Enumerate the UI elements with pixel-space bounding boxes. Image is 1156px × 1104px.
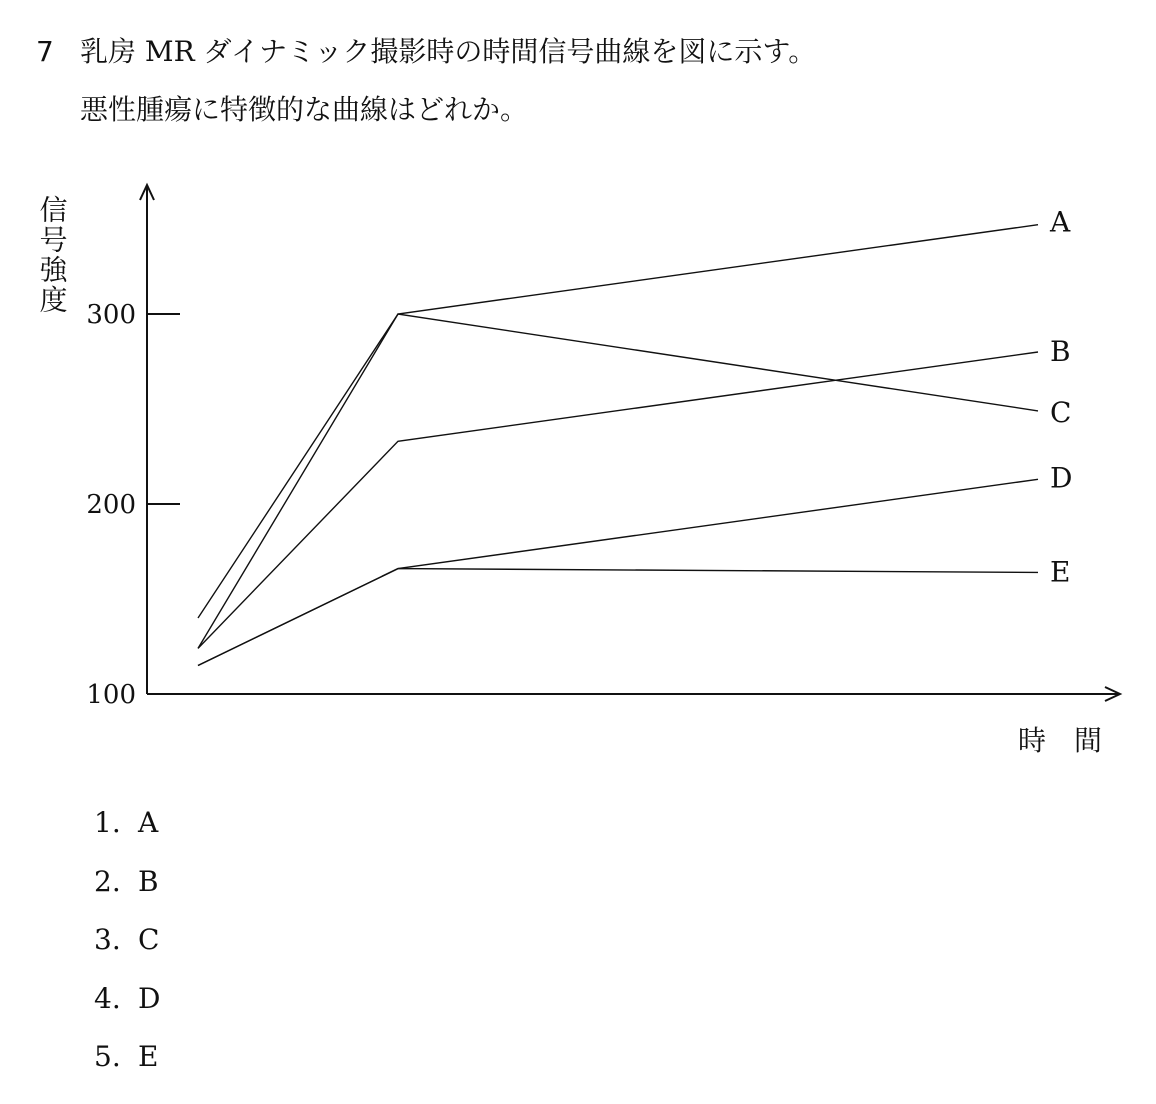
- curve-c: [198, 314, 1038, 648]
- chart-curves: [198, 225, 1038, 666]
- curve-label-b: B: [1050, 335, 1071, 368]
- x-axis-label: 時 間: [1017, 724, 1102, 757]
- choice-4-number: 4.: [94, 981, 121, 1015]
- curve-label-c: C: [1050, 395, 1072, 429]
- chart-labels: [36, 195, 1103, 757]
- choice-5-label: E: [138, 1040, 159, 1073]
- answer-choices: [94, 800, 160, 1093]
- choice-3-number: 3.: [94, 923, 121, 956]
- curve-a: [198, 225, 1038, 618]
- choice-5[interactable]: [94, 1034, 160, 1093]
- choice-3[interactable]: [94, 917, 160, 976]
- choice-4-label: D: [138, 981, 161, 1015]
- choice-2[interactable]: [94, 859, 160, 918]
- choice-2-label: B: [138, 864, 159, 898]
- choice-3-label: C: [138, 923, 160, 956]
- choice-1-label: A: [138, 806, 159, 839]
- choice-2-number: 2.: [94, 864, 121, 898]
- y-tick-label-100: 100: [86, 680, 136, 710]
- curve-e: [198, 569, 1038, 666]
- y-axis-label: 信号強度: [35, 195, 69, 315]
- choice-5-number: 5.: [94, 1040, 121, 1073]
- curve-d: [198, 479, 1038, 665]
- y-tick-label-200: 200: [86, 490, 136, 520]
- curve-label-e: E: [1050, 555, 1071, 589]
- y-tick-label-300: 300: [86, 300, 136, 330]
- question-stem-line-2: 悪性腫瘍に特徴的な曲線はどれか。: [80, 93, 529, 126]
- choice-4[interactable]: [94, 976, 160, 1035]
- curve-label-d: D: [1050, 461, 1073, 495]
- choice-1[interactable]: [94, 800, 160, 859]
- question-number: 7: [36, 35, 54, 68]
- question-stem-line-1: 乳房 MR ダイナミック撮影時の時間信号曲線を図に示す。: [80, 35, 817, 68]
- curve-label-a: A: [1050, 205, 1071, 239]
- time-signal-curve-chart: [0, 170, 1156, 770]
- chart-axes: [140, 185, 1120, 701]
- choice-1-number: 1.: [94, 806, 121, 839]
